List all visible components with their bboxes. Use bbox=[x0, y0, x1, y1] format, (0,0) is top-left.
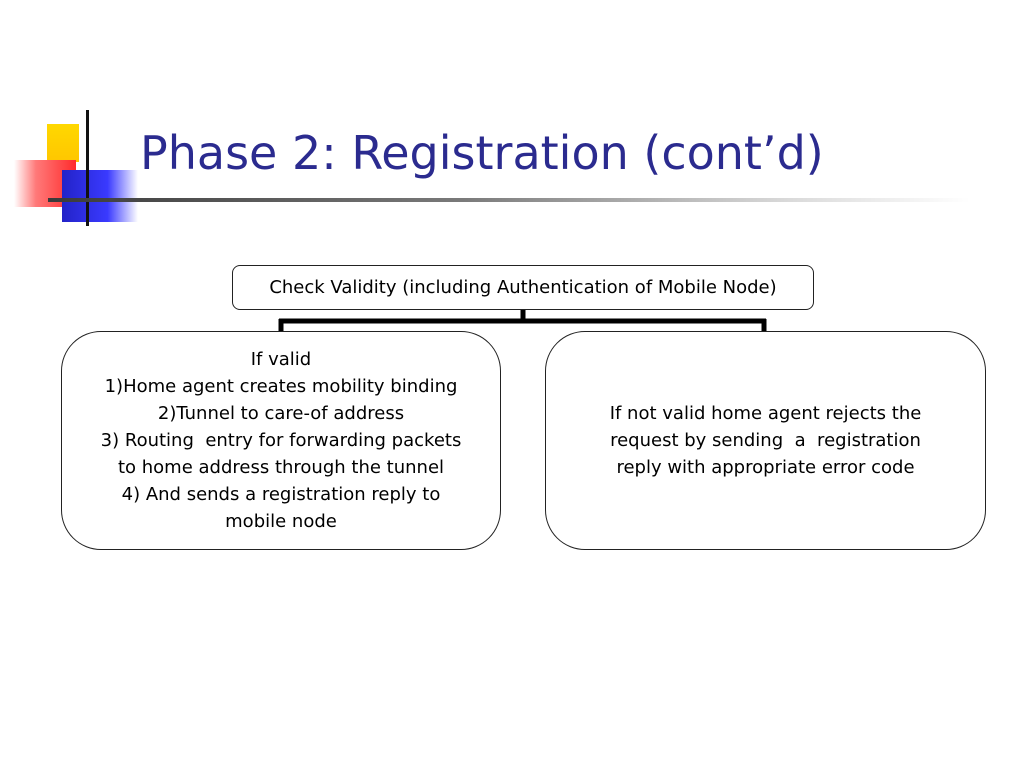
valid-line: 2)Tunnel to care-of address bbox=[157, 403, 405, 424]
valid-line: 3) Routing entry for forwarding packets bbox=[100, 430, 462, 451]
valid-outcome-box bbox=[61, 331, 501, 550]
check-validity-text: Check Validity (including Authentication of Mobile Node) bbox=[269, 276, 777, 298]
valid-line: 1)Home agent creates mobility binding bbox=[104, 376, 458, 397]
invalid-outcome-box bbox=[545, 331, 986, 550]
slide-title: Phase 2: Registration (cont’d) bbox=[140, 126, 824, 180]
invalid-line: request by sending a registration bbox=[610, 430, 921, 451]
invalid-line: reply with appropriate error code bbox=[616, 457, 915, 478]
valid-line: mobile node bbox=[225, 511, 337, 532]
valid-line: 4) And sends a registration reply to bbox=[121, 484, 441, 505]
invalid-line: If not valid home agent rejects the bbox=[609, 403, 922, 424]
valid-line: If valid bbox=[250, 349, 312, 370]
valid-line: to home address through the tunnel bbox=[117, 457, 445, 478]
check-validity-box bbox=[232, 265, 814, 310]
